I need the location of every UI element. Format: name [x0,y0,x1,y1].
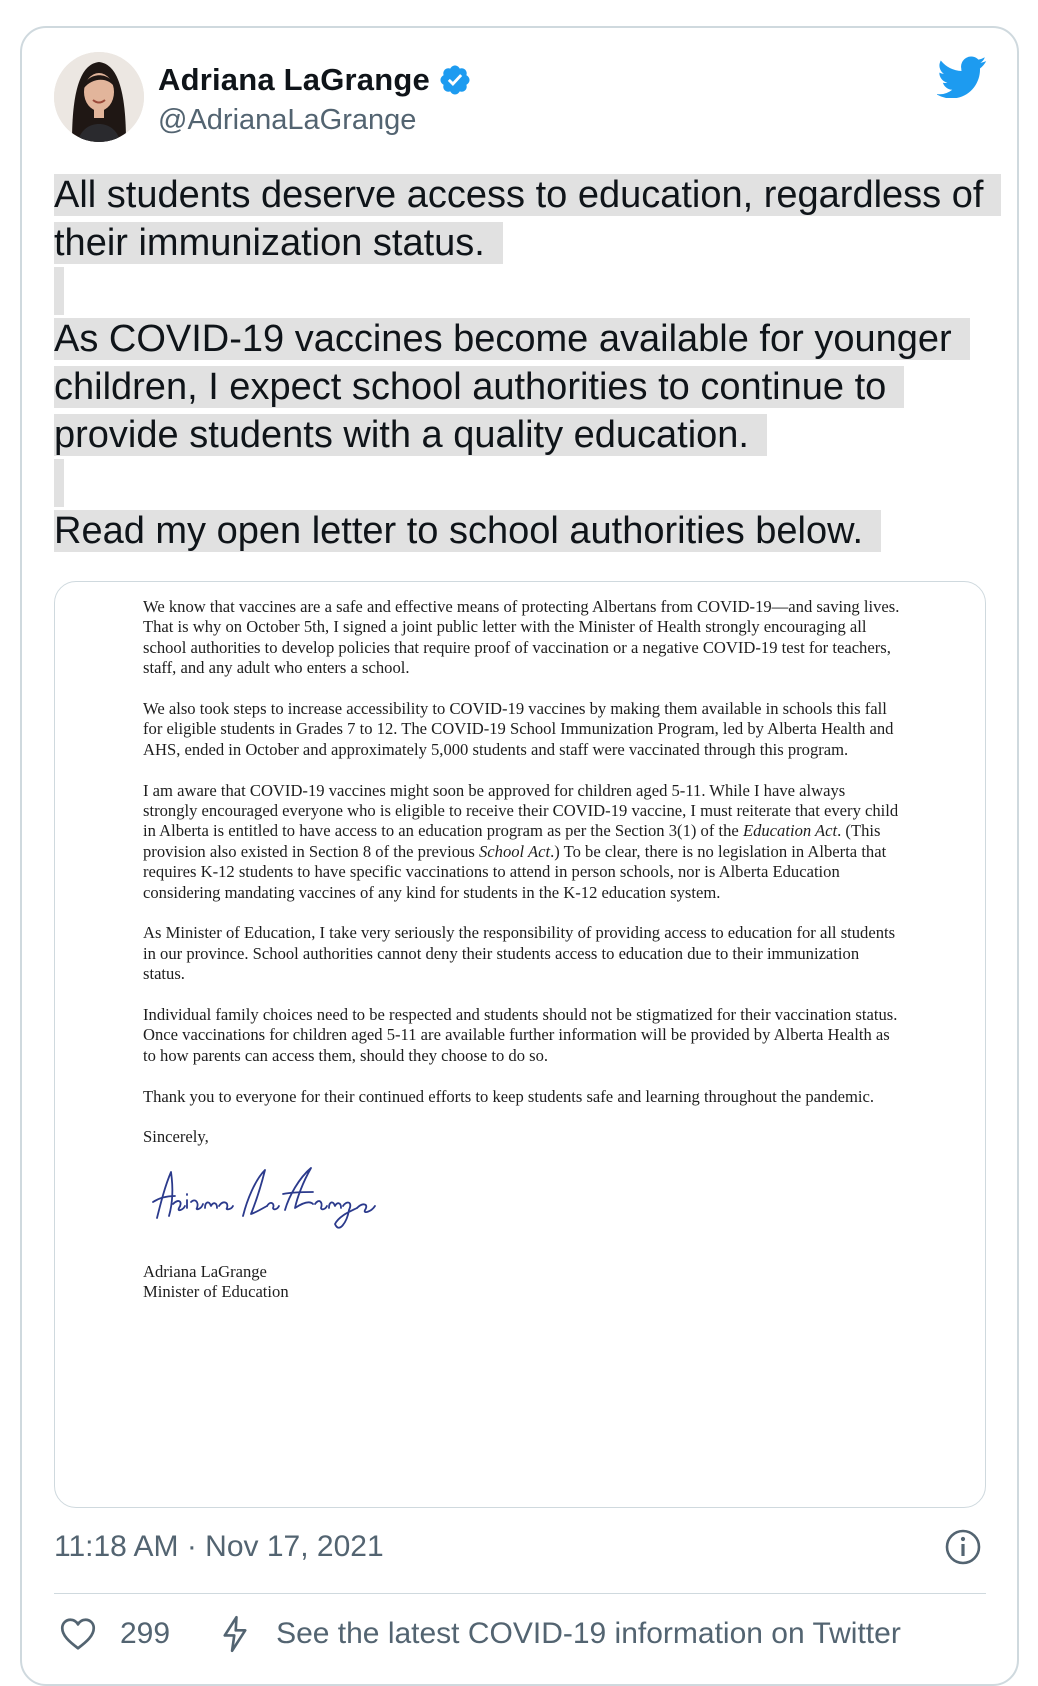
tweet-paragraph: Read my open letter to school authorities below. [54,507,994,555]
avatar-image [54,52,144,142]
covid-info-link[interactable]: See the latest COVID-19 information on Twitter [276,1617,901,1650]
heart-icon[interactable] [60,1617,96,1651]
twitter-bird-icon[interactable] [937,56,987,98]
info-icon[interactable] [944,1528,982,1566]
tweet-actions [54,1615,901,1653]
lightning-icon [220,1615,250,1653]
letter-paragraph: We also took steps to increase accessibility to COVID-19 vaccines by making them available in schools this fall for eligible students in Grades 7 to 12. The COVID-19 School Immunization Program, led by Alberta Health and AHS, ended in October and approximately 5,000 students and staff were vaccinated through this program. [143,699,894,759]
signer-block [143,1262,903,1303]
tweet-paragraph: As COVID-19 vaccines become available for younger children, I expect school authorities to continue to provide students with a quality education. [54,315,994,459]
letter-paragraph: Thank you to everyone for their continued efforts to keep students safe and learning throughout the pandemic. [143,1086,874,1106]
divider [54,1593,986,1594]
signer-title: Minister of Education [143,1282,289,1302]
letter-body [143,597,903,1303]
letter-paragraph: As Minister of Education, I take very seriously the responsibility of providing access to education for all students in our province. School authorities cannot deny their students access to education due to their immunization status. [143,923,896,984]
signer-name: Adriana LaGrange [143,1261,267,1281]
letter-paragraph: We know that vaccines are a safe and effective means of protecting Albertans from COVID-19—and saving lives. That is why on October 5th, I signed a joint public letter with the Minister of Health strongly encouraging all school authorities to develop policies that require proof of vaccination or a negative COVID-19 test for teachers, staff, and any adult who enters a school. [143,597,900,678]
letter-image[interactable] [54,581,986,1508]
avatar[interactable] [54,52,144,142]
tweet-paragraph: All students deserve access to education, regardless of their immunization status. [54,171,994,267]
like-count[interactable]: 299 [120,1617,171,1650]
tweet-text [54,171,994,555]
author-row [158,62,472,98]
author-handle[interactable]: @AdrianaLaGrange [158,104,417,136]
signature [143,1152,393,1252]
verified-badge-icon [438,63,472,97]
letter-paragraph: I am aware that COVID-19 vaccines might soon be approved for children aged 5-11. While I have always strongly encouraged everyone who is eligible to receive their COVID-19 vaccine, I must reiterate that every child in Alberta is entitled to have access to an education program as per the Section 3(1) of the Education Act. (This provision also existed in Section 8 of the previous School Act.) To be clear, there is no legislation in Alberta that requires K-12 students to have specific vaccinations to attend in person schools, nor is Alberta Education considering mandating vaccines of any kind for students in the K-12 education system. [143,780,899,902]
author-name[interactable]: Adriana LaGrange [158,62,430,97]
letter-closing: Sincerely, [143,1127,209,1147]
tweet-timestamp[interactable]: 11:18 AM · Nov 17, 2021 [54,1530,384,1563]
letter-paragraph: Individual family choices need to be respected and students should not be stigmatized for their vaccination status. Once vaccinations for children aged 5-11 are available further information will be provided by Alberta Health as to how parents can access them, should they choose to do so. [143,1005,898,1065]
